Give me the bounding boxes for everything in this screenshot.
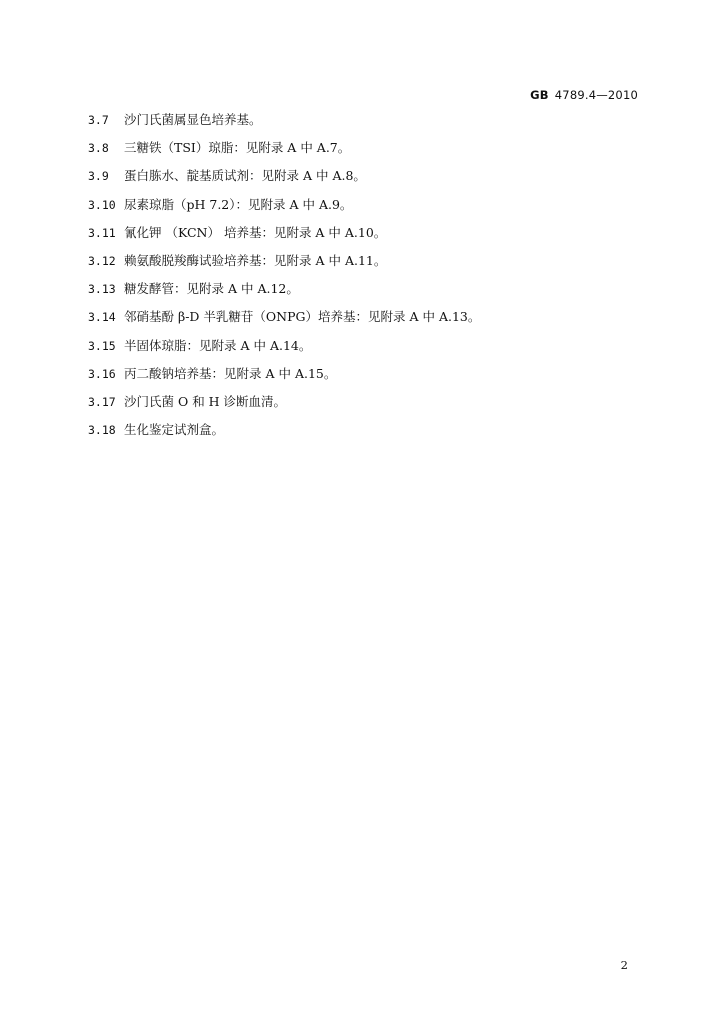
list-item (88, 309, 648, 337)
item-text: 尿素琼脂（pH 7.2）：见附录 A 中 A.9。 (124, 196, 353, 212)
item-text: 半固体琼脂：见附录 A 中 A.14。 (124, 337, 312, 353)
materials-list (88, 112, 648, 450)
item-text: 邻硝基酚 β-D 半乳糖苷（ONPG）培养基：见附录 A 中 A.13。 (124, 309, 481, 325)
item-text: 氰化钾 （KCN） 培养基：见附录 A 中 A.10。 (124, 224, 387, 240)
item-text: 三糖铁（TSI）琼脂：见附录 A 中 A.7。 (124, 140, 351, 156)
list-item (88, 366, 648, 394)
item-number: 3.13 (88, 282, 116, 297)
item-text: 丙二酸钠培养基：见附录 A 中 A.15。 (124, 365, 337, 381)
list-item (88, 225, 648, 253)
standard-prefix: GB (530, 88, 549, 102)
document-header (530, 88, 638, 102)
item-number: 3.18 (88, 423, 116, 438)
standard-number: 4789.4—2010 (554, 88, 638, 102)
item-text: 生化鉴定试剂盒。 (124, 422, 225, 438)
list-item (88, 253, 648, 281)
item-text: 沙门氏菌 O 和 H 诊断血清。 (124, 393, 287, 409)
list-item (88, 168, 648, 196)
item-number: 3.7 (88, 113, 109, 127)
item-number: 3.10 (88, 197, 116, 212)
list-item (88, 338, 648, 366)
item-text: 赖氨酸脱羧酶试验培养基：见附录 A 中 A.11。 (124, 252, 387, 268)
item-text: 蛋白胨水、靛基质试剂：见附录 A 中 A.8。 (124, 168, 366, 184)
item-number: 3.11 (88, 225, 116, 240)
item-number: 3.16 (88, 366, 116, 381)
list-item (88, 197, 648, 225)
list-item (88, 394, 648, 422)
page-number: 2 (620, 958, 628, 972)
list-item (88, 112, 648, 140)
item-number: 3.14 (88, 310, 116, 325)
item-number: 3.15 (88, 338, 116, 353)
list-item (88, 422, 648, 450)
item-number: 3.9 (88, 169, 109, 184)
item-number: 3.12 (88, 253, 116, 268)
item-number: 3.8 (88, 141, 109, 156)
list-item (88, 281, 648, 309)
list-item (88, 140, 648, 168)
item-text: 沙门氏菌属显色培养基。 (124, 112, 262, 127)
item-text: 糖发酵管：见附录 A 中 A.12。 (124, 281, 299, 297)
item-number: 3.17 (88, 394, 116, 409)
